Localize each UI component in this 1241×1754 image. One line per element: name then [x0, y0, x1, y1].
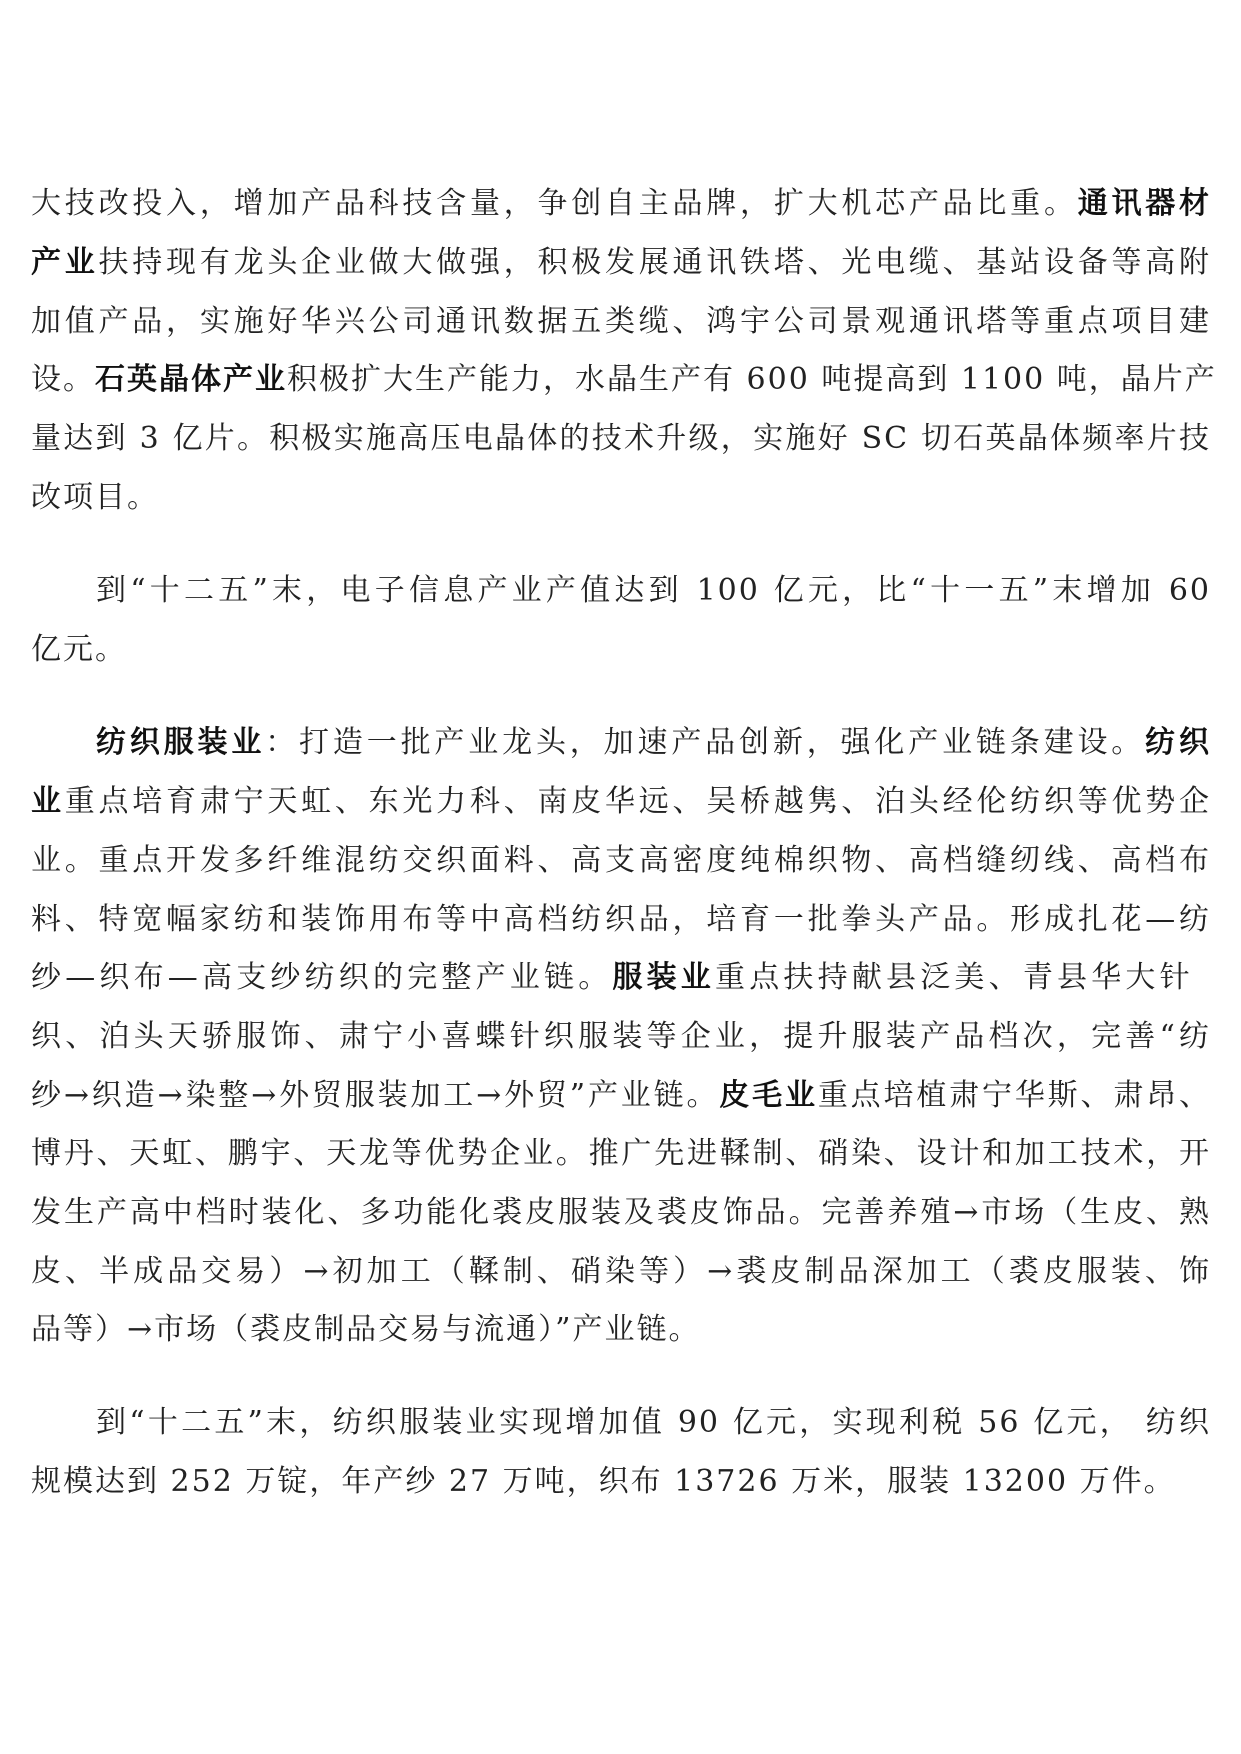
text-line — [31, 243, 1211, 283]
text-segment: 改项目。 — [31, 480, 159, 515]
text-line — [31, 1017, 1211, 1057]
text-segment: 设。 — [31, 362, 95, 397]
text-segment: 料、特宽幅家纺和装饰用布等中高档纺织品，培育一批拳头产品。形成扎花—纺 — [31, 902, 1211, 937]
text-line — [31, 360, 1217, 400]
text-line — [31, 478, 1211, 518]
bold-term: 皮毛业 — [719, 1078, 818, 1113]
text-segment: 博丹、天虹、鹏宇、天龙等优势企业。推广先进鞣制、硝染、设计和加工技术，开 — [31, 1136, 1211, 1171]
text-line — [31, 841, 1211, 881]
text-line — [31, 184, 1211, 224]
text-segment: 发生产高中档时装化、多功能化裘皮服装及裘皮饰品。完善养殖→市场（生皮、熟 — [31, 1195, 1211, 1230]
bold-term: 业 — [31, 784, 65, 819]
text-segment: 加值产品，实施好华兴公司通讯数据五类缆、鸿宇公司景观通讯塔等重点项目建 — [31, 304, 1211, 339]
text-segment: 到“十二五”末，纺织服装业实现增加值 90 亿元，实现利税 56 亿元， 纺织 — [96, 1405, 1211, 1440]
text-segment: 规模达到 252 万锭，年产纱 27 万吨，织布 13726 万米，服装 13200 万件。 — [31, 1464, 1176, 1499]
text-line — [31, 900, 1211, 940]
text-segment: 皮、半成品交易）→初加工（鞣制、硝染等）→裘皮制品深加工（裘皮服装、饰 — [31, 1254, 1211, 1289]
text-segment: 扶持现有龙头企业做大做强，积极发展通讯铁塔、光电缆、基站设备等高附 — [98, 245, 1212, 280]
text-line — [96, 723, 1211, 763]
text-line — [31, 1310, 1211, 1350]
text-segment: 织、泊头天骄服饰、肃宁小喜蝶针织服装等企业，提升服装产品档次，完善“纺 — [31, 1019, 1211, 1054]
text-line — [31, 782, 1211, 822]
text-segment: 品等）→市场（裘皮制品交易与流通）”产业链。 — [31, 1312, 701, 1347]
text-line — [31, 1134, 1211, 1174]
text-line — [31, 419, 1211, 459]
text-line — [96, 571, 1211, 611]
bold-term: 石英晶体产业 — [95, 362, 287, 397]
bold-term: 通讯器材 — [1077, 186, 1212, 221]
bold-term: 服装业 — [612, 960, 716, 995]
text-segment: 大技改投入，增加产品科技含量，争创自主品牌，扩大机芯产品比重。 — [31, 186, 1078, 221]
text-segment: 到“十二五”末，电子信息产业产值达到 100 亿元，比“十一五”末增加 60 — [96, 573, 1211, 608]
text-line — [31, 1076, 1211, 1116]
text-segment: 纱→织造→染整→外贸服装加工→外贸”产业链。 — [31, 1078, 720, 1113]
text-segment: ：打造一批产业龙头，加速产品创新，强化产业链条建设。 — [265, 725, 1146, 760]
text-segment: 量达到 3 亿片。积极实施高压电晶体的技术升级，实施好 SC 切石英晶体频率片技 — [31, 421, 1211, 456]
text-line — [31, 1252, 1211, 1292]
text-segment: 重点培育肃宁天虹、东光力科、南皮华远、吴桥越隽、泊头经伦纺织等优势企 — [64, 784, 1211, 819]
text-segment: 积极扩大生产能力，水晶生产有 600 吨提高到 1100 吨，晶片产 — [287, 362, 1217, 397]
text-line — [31, 958, 1211, 998]
text-line — [31, 302, 1211, 342]
bold-term: 产业 — [31, 245, 99, 280]
text-line — [31, 1193, 1211, 1233]
text-line — [31, 1462, 1211, 1502]
bold-term: 纺织服装业 — [96, 725, 266, 760]
bold-term: 纺织 — [1145, 725, 1211, 760]
text-segment: 纱—织布—高支纱纺织的完整产业链。 — [31, 960, 613, 995]
text-segment: 业。重点开发多纤维混纺交织面料、高支高密度纯棉织物、高档缝纫线、高档布 — [31, 843, 1211, 878]
text-line — [96, 1403, 1211, 1443]
text-segment: 亿元。 — [31, 632, 127, 667]
text-segment: 重点扶持献县泛美、青县华大针 — [715, 960, 1194, 995]
text-segment: 重点培植肃宁华斯、肃昂、 — [817, 1078, 1212, 1113]
text-line — [31, 630, 1211, 670]
